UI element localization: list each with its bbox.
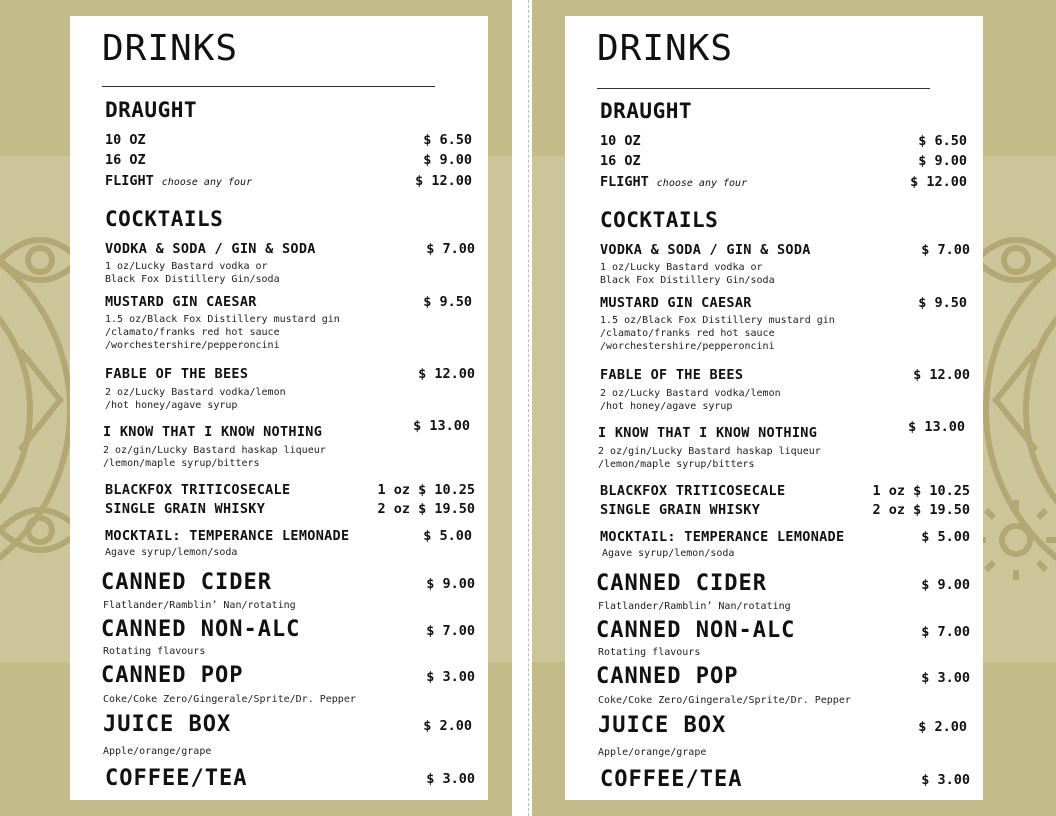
- juice-box-description: Apple/orange/grape: [103, 746, 212, 757]
- description-line: /lemon/maple syrup/bitters: [598, 459, 755, 470]
- whisky-name: SINGLE GRAIN WHISKY: [600, 502, 761, 518]
- canned-pop-heading: CANNED POP: [101, 663, 244, 688]
- draught-heading: DRAUGHT: [105, 98, 198, 122]
- cocktail-name: MUSTARD GIN CAESAR: [600, 295, 752, 311]
- description-line: 1 oz/Lucky Bastard vodka or: [105, 261, 268, 272]
- canned-cider-price: $ 9.00: [921, 577, 970, 593]
- canned-cider-description: Flatlander/Ramblin’ Nan/rotating: [103, 600, 296, 611]
- cocktail-name: VODKA & SODA / GIN & SODA: [600, 242, 811, 258]
- canned-non-alc-price: $ 7.00: [426, 623, 475, 639]
- description-line: /clamato/franks red hot sauce: [105, 327, 280, 338]
- page-title: DRINKS: [102, 28, 239, 69]
- cocktail-name: I KNOW THAT I KNOW NOTHING: [598, 425, 818, 441]
- whisky-name: BLACKFOX TRITICOSECALE: [600, 483, 786, 499]
- cocktail-price: $ 7.00: [426, 241, 475, 257]
- description-line: /hot honey/agave syrup: [600, 401, 733, 412]
- coffee-tea-heading: COFFEE/TEA: [600, 767, 743, 792]
- cocktail-price: $ 13.00: [908, 419, 965, 435]
- cocktail-description: [105, 260, 280, 286]
- title-rule: [102, 86, 435, 87]
- cocktail-description: [600, 314, 835, 353]
- cocktail-description: [598, 445, 821, 471]
- description-line: Black Fox Distillery Gin/soda: [600, 275, 775, 286]
- description-line: 1.5 oz/Black Fox Distillery mustard gin: [105, 314, 340, 325]
- juice-box-price: $ 2.00: [423, 718, 472, 734]
- cocktail-price: $ 13.00: [413, 418, 470, 434]
- cocktail-price: $ 9.50: [918, 295, 967, 311]
- cocktail-price: $ 7.00: [921, 242, 970, 258]
- eye-emblem-icon: [0, 200, 80, 620]
- description-line: /hot honey/agave syrup: [105, 400, 238, 411]
- canned-pop-heading: CANNED POP: [596, 664, 739, 689]
- cocktail-description: [103, 444, 326, 470]
- flight-label: FLIGHT: [600, 174, 649, 190]
- description-line: 2 oz/gin/Lucky Bastard haskap liqueur: [598, 446, 821, 457]
- page-title: DRINKS: [597, 28, 734, 69]
- draught-size: 16 OZ: [600, 153, 641, 169]
- right-emblem-art: [976, 200, 1056, 620]
- juice-box-heading: JUICE BOX: [598, 713, 727, 738]
- description-line: /worchestershire/pepperoncini: [105, 340, 280, 351]
- canned-cider-heading: CANNED CIDER: [596, 571, 767, 596]
- cocktail-description: [105, 386, 286, 412]
- mocktail-description: Agave syrup/lemon/soda: [105, 547, 238, 558]
- cocktails-heading: COCKTAILS: [600, 208, 719, 232]
- menu-panel-left: [70, 16, 488, 800]
- draught-size: 10 OZ: [105, 132, 146, 148]
- description-line: /worchestershire/pepperoncini: [600, 341, 775, 352]
- cocktail-name: MUSTARD GIN CAESAR: [105, 294, 257, 310]
- description-line: 2 oz/Lucky Bastard vodka/lemon: [600, 388, 781, 399]
- draught-price: $ 12.00: [910, 174, 967, 190]
- description-line: 1 oz/Lucky Bastard vodka or: [600, 262, 763, 273]
- left-emblem-art: [0, 200, 80, 620]
- canned-non-alc-heading: CANNED NON-ALC: [101, 617, 301, 642]
- mocktail-name: MOCKTAIL: TEMPERANCE LEMONADE: [600, 529, 845, 545]
- cocktails-heading: COCKTAILS: [105, 207, 224, 231]
- canned-pop-price: $ 3.00: [921, 670, 970, 686]
- cocktail-description: [600, 261, 775, 287]
- canned-non-alc-heading: CANNED NON-ALC: [596, 618, 796, 643]
- draught-size: 16 OZ: [105, 152, 146, 168]
- cocktail-price: $ 12.00: [913, 367, 970, 383]
- page-gutter: [512, 0, 532, 816]
- whisky-price: 2 oz $ 19.50: [872, 502, 970, 518]
- description-line: /clamato/franks red hot sauce: [600, 328, 775, 339]
- canned-pop-price: $ 3.00: [426, 669, 475, 685]
- coffee-tea-price: $ 3.00: [921, 772, 970, 788]
- title-rule: [597, 88, 930, 89]
- description-line: Black Fox Distillery Gin/soda: [105, 274, 280, 285]
- cocktail-name: FABLE OF THE BEES: [105, 366, 249, 382]
- cocktail-name: VODKA & SODA / GIN & SODA: [105, 241, 316, 257]
- draught-price: $ 6.50: [423, 132, 472, 148]
- flight-label: FLIGHT: [105, 173, 154, 189]
- flight-note: choose any four: [161, 177, 253, 188]
- description-line: 2 oz/Lucky Bastard vodka/lemon: [105, 387, 286, 398]
- canned-non-alc-description: Rotating flavours: [103, 646, 206, 657]
- canned-pop-description: Coke/Coke Zero/Gingerale/Sprite/Dr. Pepper: [598, 695, 851, 706]
- juice-box-heading: JUICE BOX: [103, 712, 232, 737]
- mocktail-name: MOCKTAIL: TEMPERANCE LEMONADE: [105, 528, 350, 544]
- draught-price: $ 12.00: [415, 173, 472, 189]
- draught-price: $ 9.00: [423, 152, 472, 168]
- coffee-tea-heading: COFFEE/TEA: [105, 766, 248, 791]
- flight-note: choose any four: [656, 178, 748, 189]
- canned-cider-heading: CANNED CIDER: [101, 570, 272, 595]
- whisky-price: 1 oz $ 10.25: [872, 483, 970, 499]
- canned-non-alc-description: Rotating flavours: [598, 647, 701, 658]
- draught-price: $ 6.50: [918, 133, 967, 149]
- mocktail-price: $ 5.00: [921, 529, 970, 545]
- draught-heading: DRAUGHT: [600, 99, 693, 123]
- whisky-name: BLACKFOX TRITICOSECALE: [105, 482, 291, 498]
- whisky-price: 1 oz $ 10.25: [377, 482, 475, 498]
- juice-box-price: $ 2.00: [918, 719, 967, 735]
- draught-size: 10 OZ: [600, 133, 641, 149]
- draught-size: [600, 174, 747, 190]
- canned-cider-description: Flatlander/Ramblin’ Nan/rotating: [598, 601, 791, 612]
- coffee-tea-price: $ 3.00: [426, 771, 475, 787]
- description-line: /lemon/maple syrup/bitters: [103, 458, 260, 469]
- draught-size: [105, 173, 252, 189]
- mocktail-description: Agave syrup/lemon/soda: [602, 548, 735, 559]
- fold-line: [528, 0, 529, 816]
- whisky-name: SINGLE GRAIN WHISKY: [105, 501, 266, 517]
- cocktail-name: I KNOW THAT I KNOW NOTHING: [103, 424, 323, 440]
- cocktail-price: $ 9.50: [423, 294, 472, 310]
- canned-pop-description: Coke/Coke Zero/Gingerale/Sprite/Dr. Pepper: [103, 694, 356, 705]
- canned-cider-price: $ 9.00: [426, 576, 475, 592]
- description-line: 1.5 oz/Black Fox Distillery mustard gin: [600, 315, 835, 326]
- cocktail-price: $ 12.00: [418, 366, 475, 382]
- mocktail-price: $ 5.00: [423, 528, 472, 544]
- menu-panel-right: [565, 16, 983, 800]
- sun-emblem-icon: [976, 200, 1056, 620]
- whisky-price: 2 oz $ 19.50: [377, 501, 475, 517]
- cocktail-description: [105, 313, 340, 352]
- canned-non-alc-price: $ 7.00: [921, 624, 970, 640]
- draught-price: $ 9.00: [918, 153, 967, 169]
- cocktail-name: FABLE OF THE BEES: [600, 367, 744, 383]
- cocktail-description: [600, 387, 781, 413]
- description-line: 2 oz/gin/Lucky Bastard haskap liqueur: [103, 445, 326, 456]
- juice-box-description: Apple/orange/grape: [598, 747, 707, 758]
